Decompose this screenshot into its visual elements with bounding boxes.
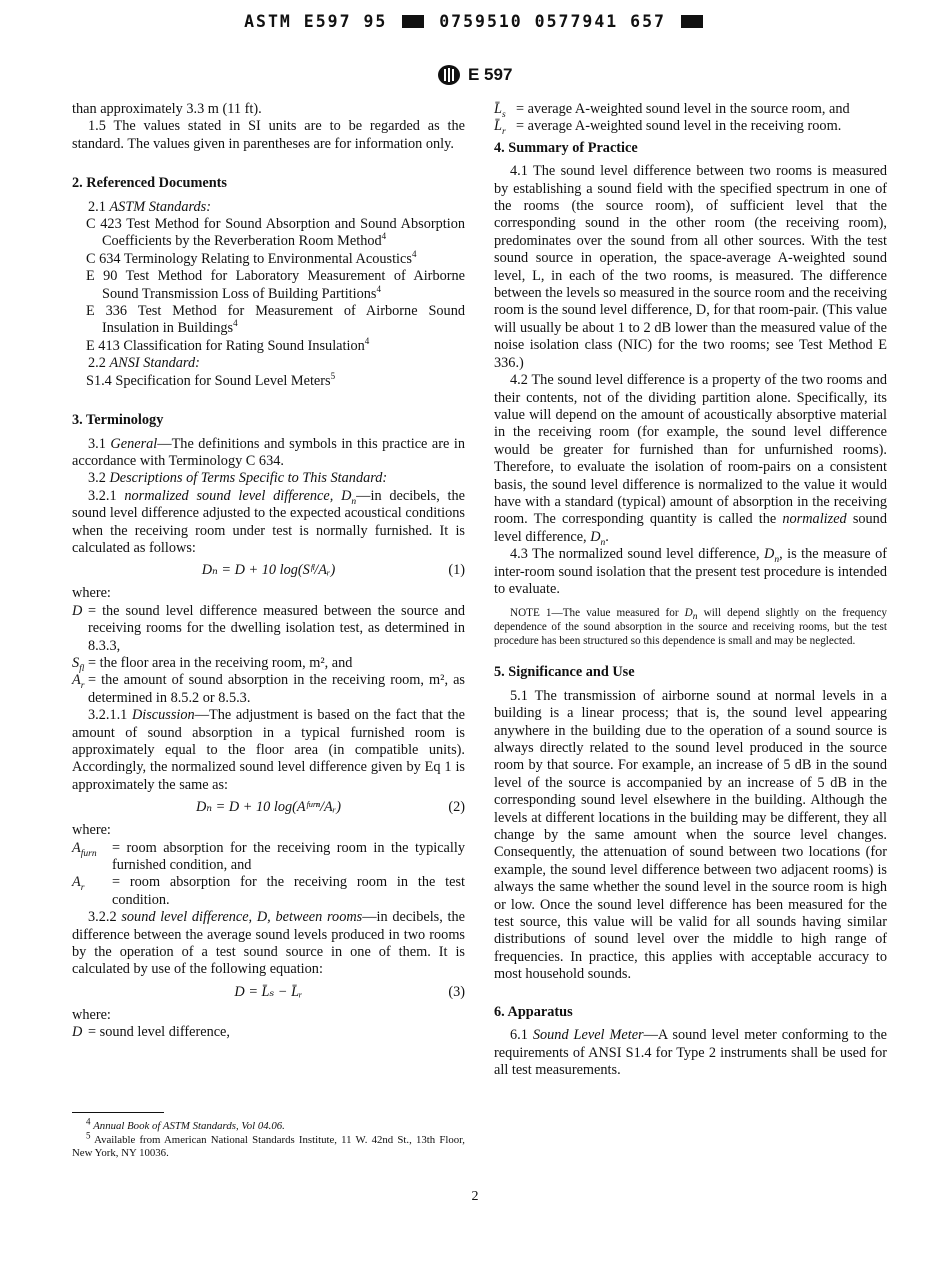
paragraph: 3.1 General—The definitions and symbols in this practice are in accordance with Terminology C 634. <box>72 435 465 469</box>
reference-item: E 90 Test Method for Laboratory Measurement of Airborne Sound Transmission Loss of Building Partitions$^4$ <box>86 268 465 302</box>
footnotes <box>72 1116 465 1161</box>
page-number: 2 <box>471 1189 479 1204</box>
definition-item: $A_{furn}$ = room absorption for the receiving room in the typically furnished condition, and <box>72 839 465 874</box>
definition-item: D = sound level difference, <box>72 1024 230 1041</box>
barcode-block <box>402 15 424 28</box>
paragraph: 6.1 Sound Level Meter—A sound level meter conforming to the requirements of ANSI S1.4 for Type 2 instruments shall be used for all test measurements. <box>494 1027 887 1078</box>
note: NOTE 1—The value measured for $D_n$ will depend slightly on the frequency dependence of the sound absorption in the source and receiving rooms, but the test procedure has been structured so this dependence is small and may be neglected. <box>494 607 888 648</box>
definition-item: $L̄_r$ = average A-weighted sound level in the receiving room. <box>494 118 842 138</box>
paragraph: than approximately 3.3 m (11 ft). <box>72 101 262 117</box>
reference-item: S1.4 Specification for Sound Level Meters$^5$ <box>86 370 336 389</box>
where-label: where: <box>72 1006 111 1023</box>
paragraph: 4.3 The normalized sound level difference, $D_n$, is the measure of inter-room sound isolation that the present test procedure is intended to evaluate. <box>494 546 887 597</box>
paragraph: 3.2.1 normalized sound level difference, $D_n—in$ decibels, the sound level difference adjusted to the expected acoustical conditions when the receiving room under test is normally furnished. It is calculated as follows: <box>72 487 465 556</box>
equation-3: D = L̄ₛ − L̄ᵣ (3) <box>234 983 465 1000</box>
definition-item: $A_r$ = room absorption for the receiving room in the test condition. <box>72 874 465 908</box>
standard-id <box>437 64 512 86</box>
definition-item: $L̄_s$ = average A-weighted sound level in the source room, and <box>494 101 850 120</box>
where-label: where: <box>72 822 111 839</box>
barcode-block <box>681 15 703 28</box>
paragraph: 5.1 The transmission of airborne sound at normal levels in a building is a linear process; that is, the sound level appearing anywhere in the building due to the operation of a sound source is always directly related to the sound level produced in the source room by that source. For example, an increase of 5 dB in the sound level of the source is accompanied by an increase of 5 dB in the corresponding sound level elsewhere in the building. Although the levels at different locations in the building may be different, they all change by the same amount when the source level changes. Consequently, the attenuation of sound between two locations (for example, the sound level difference between two adjacent rooms) is always the same whether the sound level in the source room is high or low. Once the sound level difference has been measured for the test source, this value will be valid for all sounds having similar distributions of sound level over the middle to high range of frequencies. In practice, this applies with acceptable accuracy to most household sounds. <box>494 687 887 983</box>
section-heading: 6. Apparatus <box>494 1003 573 1020</box>
equation-2: Dₙ = D + 10 log(Aᶠᵘʳⁿ/Aᵣ) (2) <box>195 799 465 816</box>
reference-item: C 423 Test Method for Sound Absorption and Sound Absorption Coefficients by the Reverberation Room Method$^4$ <box>86 216 465 250</box>
footnote: $^4$ Annual Book of ASTM Standards, Vol 04.06. <box>86 1116 285 1132</box>
definition-item: $A_r$ = the amount of sound absorption in the receiving room, m², as determined in 8.5.2 or 8.5.3. <box>72 672 465 706</box>
paragraph: 4.2 The sound level difference is a property of the two rooms and their contents, not of the dividing partition alone. Specifically, its value will depend on the amount of acoustically absorptive material in the receiving room (for example, the sound level difference would be greater for furnished than for unfurnished rooms). Therefore, to evaluate the isolation of room-pairs on a consistent basis, the sound level difference is normalized to the value it would have with a standard (typical) amount of absorption in the receiving room. The corresponding quantity is called the normalized sound level difference, $D_n$. <box>494 372 887 548</box>
left-column <box>72 101 465 1042</box>
where-label: where: <box>72 585 111 602</box>
section-heading: 5. Significance and Use <box>494 664 635 681</box>
paragraph: 2.2 ANSI Standard: <box>88 355 200 372</box>
standard-number: E 597 <box>468 65 513 84</box>
reference-item: C 634 Terminology Relating to Environmental Acoustics$^4$ <box>86 249 417 267</box>
paragraph: 1.5 The values stated in SI units are to be regarded as the standard. The values given in parentheses are for information only. <box>72 118 465 152</box>
astm-logo-icon <box>437 64 461 86</box>
section-heading: 4. Summary of Practice <box>494 139 638 156</box>
reference-item: E 413 Classification for Rating Sound Insulation$^4$ <box>86 336 370 354</box>
paragraph: 3.2.2 sound level difference, D, between rooms—in decibels, the difference between the average sound levels produced in two rooms by the operation of a test sound source in one of them. It is calculated by use of the following equation: <box>72 909 465 978</box>
paragraph: 3.2 Descriptions of Terms Specific to This Standard: <box>88 470 388 487</box>
right-column <box>494 101 887 1079</box>
definition-item: D = the sound level difference measured between the source and receiving rooms for the dwelling isolation test, as determined in 8.3.3, <box>72 602 465 654</box>
paragraph: 4.1 The sound level difference between two rooms is measured by establishing a sound field with the specified spectrum in one of the rooms (the source room), of sufficient level that the corresponding sound in the other room (the receiving room), predominates over the sound from all other sources. With the test sound source in operation, the space-average A-weighted sound level, L, in each of the two rooms, is measured. The difference between the levels so measured in the source room and the receiving room is the sound level difference, D, for that room-pair. (This value will usually be about 1 to 2 dB lower than the measured value of the noise isolation class (NIC) for the two rooms; see Test Method E 336.) <box>494 163 887 371</box>
footnote-divider <box>72 1112 164 1113</box>
section-heading: 2. Referenced Documents <box>72 175 227 192</box>
section-heading: 3. Terminology <box>72 412 164 429</box>
paragraph: 2.1 ASTM Standards: <box>88 198 211 215</box>
equation-1: Dₙ = D + 10 log(Sᶠˡ/Aᵣ) (1) <box>201 562 465 579</box>
footnote: $^5$ Available from American National Standards Institute, 11 W. 42nd St., 13th Floor, New York, NY 10036. <box>72 1129 465 1159</box>
paragraph: 3.2.1.1 Discussion—The adjustment is based on the fact that the amount of sound absorption in a typical furnished room is approximately equal to the floor area (in compatible units). Accordingly, the normalized sound level difference given by Eq 1 is approximately the same as: <box>72 707 466 793</box>
definition-item: $S_{fl}$ = the floor area in the receiving room, m², and <box>72 654 353 674</box>
document-code-header: ASTM E597 95 0759510 0577941 657 <box>0 12 950 31</box>
reference-item: E 336 Test Method for Measurement of Airborne Sound Insulation in Buildings$^4$ <box>86 303 465 337</box>
